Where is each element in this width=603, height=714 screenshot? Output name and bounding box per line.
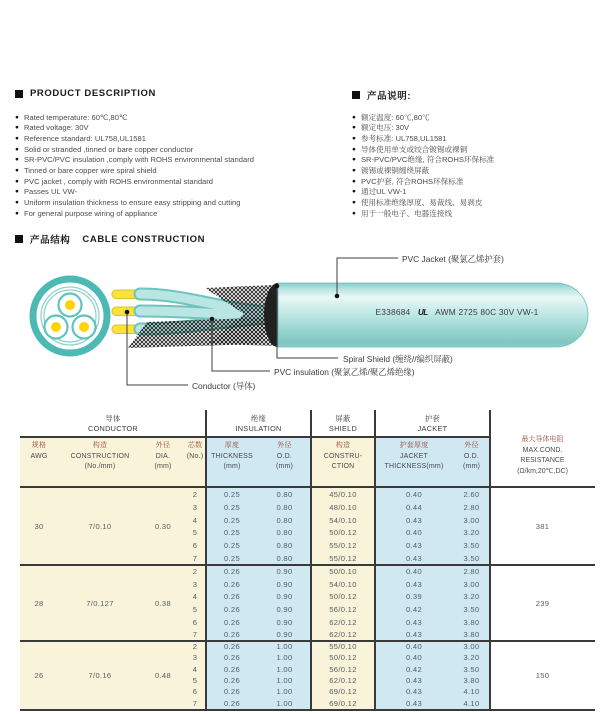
cell-ins_thickness: 0.26 — [224, 642, 240, 652]
awg-cell: 26 — [20, 641, 58, 709]
cell-shield_construction: 54/0.10 — [329, 579, 357, 589]
cell-ins_thickness: 0.26 — [224, 617, 240, 627]
col-th-unit: (mm) — [223, 463, 241, 470]
cable-construction-title-en: CABLE CONSTRUCTION — [82, 233, 206, 245]
list-item-text: 通过UL VW-1 — [360, 187, 407, 197]
cell-ins_thickness: 0.26 — [224, 687, 240, 697]
list-item — [352, 144, 494, 155]
cell-cores: 7 — [192, 698, 198, 708]
cell-ins_thickness: 0.26 — [224, 676, 240, 686]
cell-jacket_thickness: 0.43 — [406, 698, 422, 708]
list-item — [352, 123, 494, 134]
cell-jacket_od: 3.20 — [463, 653, 480, 663]
insulation-group-header — [206, 410, 311, 437]
cell-jacket_thickness: 0.43 — [406, 687, 422, 697]
cell-cores: 5 — [192, 676, 198, 686]
product-description-title — [15, 88, 156, 99]
list-item — [15, 197, 254, 208]
cell-jacket_thickness: 0.43 — [406, 541, 422, 551]
cell-jacket_od: 2.60 — [463, 489, 480, 499]
col-header-awg — [20, 437, 58, 488]
bullet-icon: ● — [352, 188, 356, 196]
cell-ins_thickness: 0.26 — [224, 604, 240, 614]
cell-cores: 7 — [192, 554, 198, 564]
cell-cores: 7 — [192, 630, 198, 640]
cell-ins_od: 0.90 — [276, 604, 293, 614]
list-item-text: 用于一般电子、电器连接线 — [360, 208, 453, 218]
jacket-od-column — [453, 641, 490, 709]
table-group-awg28 — [20, 565, 595, 641]
col-jth-en: JACKET — [399, 452, 429, 460]
list-item-text: 使用标准绝缘厚度、易裁线、易剥皮 — [360, 197, 483, 207]
conductor-label: Conductor (导体) — [192, 381, 256, 391]
resistance-header-en1: MAX.COND. — [522, 446, 563, 454]
cell-ins_od: 0.80 — [276, 541, 293, 551]
col-cores-en: (No.) — [186, 452, 204, 460]
shield-label: Spiral Shield (缠绕//编织屏蔽) — [343, 354, 453, 364]
cell-shield_construction: 56/0.12 — [329, 664, 357, 674]
cores-column — [184, 565, 206, 641]
cell-jacket_thickness: 0.42 — [406, 604, 422, 614]
list-item — [15, 133, 254, 144]
construction-cell: 7/0.127 — [58, 565, 142, 641]
table-horizontal-rule — [20, 640, 595, 642]
bullet-icon: ● — [15, 209, 19, 217]
cell-jacket_od: 3.80 — [463, 617, 480, 627]
cell-jacket_thickness: 0.42 — [406, 664, 422, 674]
cell-shield_construction: 50/0.12 — [329, 528, 357, 538]
resistance-cell: 150 — [535, 670, 550, 680]
shield-construction-column — [311, 641, 375, 709]
cell-shield_construction: 55/0.10 — [329, 642, 357, 652]
cell-jacket_thickness: 0.40 — [406, 653, 422, 663]
cell-ins_thickness: 0.25 — [224, 502, 240, 512]
cell-jacket_thickness: 0.40 — [406, 566, 422, 576]
col-th-cn: 厚度 — [224, 442, 240, 449]
cell-cores: 6 — [192, 687, 198, 697]
construction-cell: 7/0.16 — [58, 641, 142, 709]
col-jth-cn: 护套厚度 — [399, 442, 429, 449]
list-item-text: Reference standard: UL758,UL1581 — [23, 134, 146, 144]
shield-header-en: SHIELD — [328, 423, 358, 433]
cell-jacket_od: 3.50 — [463, 664, 480, 674]
cell-jacket_thickness: 0.43 — [406, 630, 422, 640]
col-awg-cn: 规格 — [31, 442, 47, 449]
list-item — [352, 165, 494, 176]
product-description-cn-title-text: 产品说明: — [367, 91, 412, 102]
col-header-shield-construction — [311, 437, 375, 488]
list-item — [352, 133, 494, 144]
cell-jacket_thickness: 0.44 — [406, 502, 422, 512]
cell-ins_thickness: 0.25 — [224, 515, 240, 525]
col-jod-cn: 外径 — [464, 442, 479, 449]
col-cons-en: CONSTRUCTION — [70, 452, 130, 460]
col-awg-en: AWG — [30, 452, 48, 460]
col-jod-unit: (mm) — [462, 463, 481, 470]
jacket-thickness-column — [375, 565, 453, 641]
list-item — [352, 208, 494, 219]
col-shield-cn: 构造 — [335, 442, 351, 449]
cell-jacket_od: 3.80 — [463, 630, 480, 640]
cell-ins_od: 1.00 — [276, 687, 293, 697]
col-cons-unit: (No./mm) — [84, 463, 116, 470]
bullet-icon: ● — [352, 135, 356, 143]
wire-style-text: AWM 2725 80C 30V VW-1 — [435, 307, 539, 317]
ul-file-number: E338684 — [375, 307, 411, 317]
insulation-label: PVC insulation (聚氯乙烯/聚乙烯绝缘) — [274, 367, 415, 377]
insulation-header-en: INSULATION — [235, 423, 282, 433]
cell-jacket_od: 3.50 — [463, 541, 480, 551]
bullet-icon: ● — [352, 156, 356, 164]
list-item-text: Rated temperature: 60℃,80℃ — [23, 112, 128, 122]
ins-od-column — [258, 641, 311, 709]
cell-ins_od: 0.80 — [276, 554, 293, 564]
cell-ins_od: 0.90 — [276, 617, 293, 627]
col-th-en: THICKNESS — [211, 452, 253, 460]
list-item — [352, 155, 494, 166]
list-item-text: PVC jacket , comply with ROHS environmental standard — [23, 176, 214, 186]
cell-jacket_od: 3.20 — [463, 592, 480, 602]
cell-cores: 5 — [192, 528, 198, 538]
list-item-text: 额定电压: 30V — [360, 123, 410, 133]
cell-ins_thickness: 0.25 — [224, 541, 240, 551]
cell-ins_od: 1.00 — [276, 664, 293, 674]
col-shield-en2: CTION — [331, 463, 355, 470]
list-item — [352, 186, 494, 197]
bullet-icon: ● — [352, 177, 356, 185]
cell-cores: 3 — [192, 653, 198, 663]
table-horizontal-rule — [20, 564, 595, 566]
cell-jacket_od: 3.80 — [463, 676, 480, 686]
cable-construction-title — [15, 232, 205, 246]
cell-jacket_od: 3.50 — [463, 554, 480, 564]
col-shield-en1: CONSTRU- — [323, 452, 363, 460]
ul-logo-icon: UL — [417, 308, 428, 317]
table-header — [20, 410, 595, 488]
ins-od-column — [258, 488, 311, 565]
resistance-header-unit: (Ω/km,20℃,DC) — [517, 467, 568, 475]
bullet-icon: ● — [15, 188, 19, 196]
cell-shield_construction: 50/0.10 — [329, 566, 357, 576]
list-item — [352, 197, 494, 208]
cell-jacket_thickness: 0.43 — [406, 676, 422, 686]
table-vertical-rule — [205, 410, 207, 711]
list-item — [15, 186, 254, 197]
cell-ins_od: 0.90 — [276, 630, 293, 640]
list-item — [15, 155, 254, 166]
bullet-icon: ● — [352, 209, 356, 217]
jacket-od-column — [453, 565, 490, 641]
dia-cell: 0.48 — [142, 641, 184, 709]
cell-ins_thickness: 0.26 — [224, 630, 240, 640]
table-vertical-rule — [310, 410, 312, 711]
cell-jacket_od: 3.50 — [463, 604, 480, 614]
cell-jacket_od: 3.00 — [463, 579, 480, 589]
col-dia-unit: (mm) — [154, 463, 172, 470]
list-item-text: PVC护套, 符合ROHS环保标准 — [360, 176, 464, 186]
cell-shield_construction: 69/0.12 — [329, 698, 357, 708]
cell-cores: 3 — [192, 579, 198, 589]
cell-ins_thickness: 0.26 — [224, 698, 240, 708]
list-item — [15, 208, 254, 219]
cell-ins_od: 0.80 — [276, 528, 293, 538]
cell-shield_construction: 50/0.12 — [329, 592, 357, 602]
col-insod-unit: (mm) — [275, 463, 294, 470]
col-jod-en: O.D. — [463, 452, 480, 460]
col-insod-en: O.D. — [276, 452, 293, 460]
bullet-icon: ● — [352, 198, 356, 206]
ins-thickness-column — [206, 565, 258, 641]
jacket-header-cn: 护套 — [424, 414, 441, 423]
bullet-icon: ● — [15, 167, 19, 175]
cell-shield_construction: 55/0.12 — [329, 541, 357, 551]
shield-group-header — [311, 410, 375, 437]
bullet-icon: ● — [15, 124, 19, 132]
cell-ins_thickness: 0.26 — [224, 592, 240, 602]
cell-cores: 5 — [192, 604, 198, 614]
cell-cores: 2 — [192, 566, 198, 576]
col-jth-unit: THICKNESS(mm) — [384, 463, 444, 470]
col-dia-cn: 外径 — [155, 442, 171, 449]
cell-jacket_thickness: 0.43 — [406, 617, 422, 627]
cell-ins_thickness: 0.25 — [224, 489, 240, 499]
list-item-text: Tinned or bare copper wire spiral shield — [23, 166, 157, 176]
cell-shield_construction: 55/0.12 — [329, 554, 357, 564]
cell-ins_od: 0.90 — [276, 579, 293, 589]
list-item — [15, 112, 254, 123]
jacket-print-text — [348, 307, 566, 317]
cell-jacket_thickness: 0.43 — [406, 579, 422, 589]
cell-ins_od: 0.90 — [276, 592, 293, 602]
cell-cores: 3 — [192, 502, 198, 512]
bullet-icon: ● — [15, 198, 19, 206]
cell-jacket_thickness: 0.43 — [406, 515, 422, 525]
cell-ins_thickness: 0.26 — [224, 653, 240, 663]
resistance-cell: 381 — [535, 522, 550, 531]
cell-jacket_od: 3.00 — [463, 515, 480, 525]
cell-shield_construction: 62/0.12 — [329, 676, 357, 686]
cell-shield_construction: 50/0.12 — [329, 653, 357, 663]
dia-cell: 0.38 — [142, 565, 184, 641]
cell-shield_construction: 62/0.12 — [329, 617, 357, 627]
cell-ins_od: 1.00 — [276, 653, 293, 663]
col-header-construction — [58, 437, 142, 488]
cell-ins_od: 0.80 — [276, 489, 293, 499]
col-header-cores — [184, 437, 206, 488]
cell-jacket_od: 2.80 — [463, 566, 480, 576]
cell-ins_od: 0.80 — [276, 502, 293, 512]
bullet-icon: ● — [15, 113, 19, 121]
construction-cell: 7/0.10 — [58, 488, 142, 565]
col-header-dia — [142, 437, 184, 488]
dia-cell: 0.30 — [142, 488, 184, 565]
cell-ins_od: 0.80 — [276, 515, 293, 525]
cell-jacket_thickness: 0.39 — [406, 592, 422, 602]
col-dia-en: DIA. — [155, 452, 171, 460]
table-group-awg30 — [20, 488, 595, 565]
list-item-text: For general purpose wiring of appliance — [23, 208, 158, 218]
bullet-icon: ● — [352, 124, 356, 132]
jacket-od-column — [453, 488, 490, 565]
bullet-icon: ● — [15, 177, 19, 185]
list-item — [15, 176, 254, 187]
list-item-text: Solid or stranded ,tinned or bare copper conductor — [23, 144, 194, 154]
conductor-group-header — [20, 410, 206, 437]
cell-ins_od: 1.00 — [276, 676, 293, 686]
cell-jacket_od: 3.00 — [463, 642, 480, 652]
ins-od-column — [258, 565, 311, 641]
cell-ins_thickness: 0.26 — [224, 566, 240, 576]
bullet-icon: ● — [352, 167, 356, 175]
product-description-title-text: PRODUCT DESCRIPTION — [30, 88, 156, 99]
list-item — [15, 123, 254, 134]
cable-cross-section-graphic — [33, 279, 107, 353]
cell-shield_construction: 48/0.10 — [329, 502, 357, 512]
cell-jacket_od: 4.10 — [463, 698, 480, 708]
table-horizontal-rule — [20, 486, 595, 488]
cores-column — [184, 641, 206, 709]
col-header-jacket-od — [453, 437, 490, 488]
cell-cores: 4 — [192, 515, 198, 525]
jacket-thickness-column — [375, 488, 453, 565]
cores-column — [184, 488, 206, 565]
cell-ins_thickness: 0.25 — [224, 554, 240, 564]
shield-construction-column — [311, 565, 375, 641]
jacket-header-en: JACKET — [417, 423, 448, 433]
jacket-thickness-column — [375, 641, 453, 709]
cell-jacket_thickness: 0.40 — [406, 642, 422, 652]
col-header-ins-od — [258, 437, 311, 488]
list-item-text: 镀锡或裸铜缠绕屏蔽 — [360, 166, 430, 176]
ins-thickness-column — [206, 488, 258, 565]
cell-ins_thickness: 0.25 — [224, 528, 240, 538]
cell-ins_od: 0.90 — [276, 566, 293, 576]
cell-cores: 4 — [192, 664, 198, 674]
black-square-bullet-icon — [15, 90, 23, 98]
list-item — [352, 112, 494, 123]
bullet-icon: ● — [352, 145, 356, 153]
cell-ins_thickness: 0.26 — [224, 664, 240, 674]
resistance-header-cn: 最大导体电阻 — [521, 436, 564, 443]
cell-cores: 6 — [192, 617, 198, 627]
table-horizontal-rule — [20, 436, 490, 438]
table-vertical-rule — [374, 410, 376, 711]
black-square-bullet-icon — [15, 235, 23, 243]
cell-cores: 2 — [192, 642, 198, 652]
shield-construction-column — [311, 488, 375, 565]
list-item-text: 导体使用单支或绞合镀锡或裸铜 — [360, 144, 468, 154]
cell-cores: 6 — [192, 541, 198, 551]
jacket-label: PVC Jacket (聚氯乙烯护套) — [402, 254, 504, 264]
cell-cores: 4 — [192, 592, 198, 602]
bullet-icon: ● — [15, 135, 19, 143]
resistance-header — [490, 410, 595, 488]
resistance-cell: 239 — [535, 598, 550, 608]
awg-cell: 30 — [20, 488, 58, 565]
list-item — [15, 165, 254, 176]
cell-jacket_od: 2.80 — [463, 502, 480, 512]
cell-ins_od: 1.00 — [276, 642, 293, 652]
list-item — [352, 176, 494, 187]
list-item-text: Passes UL VW- — [23, 187, 78, 197]
product-description-cn-title — [352, 88, 411, 102]
table-vertical-rule — [489, 410, 491, 711]
cell-ins_thickness: 0.26 — [224, 579, 240, 589]
col-cores-cn: 芯数 — [187, 442, 203, 449]
table-group-awg26 — [20, 641, 595, 709]
list-item-text: SR-PVC/PVC insulation ,comply with ROHS environmental standard — [23, 155, 254, 165]
bullet-icon: ● — [15, 156, 19, 164]
list-item-text: 参考标准: UL758,UL1581 — [360, 134, 447, 144]
bullet-icon: ● — [15, 145, 19, 153]
jacket-group-header — [375, 410, 490, 437]
list-item-text: Uniform insulation thickness to ensure easy stripping and cutting — [23, 197, 241, 207]
cell-shield_construction: 54/0.10 — [329, 515, 357, 525]
cable-construction-title-cn: 产品结构 — [30, 235, 71, 246]
resistance-header-en2: RESISTANCE — [520, 457, 565, 464]
product-description-cn-list — [352, 112, 494, 218]
cell-jacket_thickness: 0.40 — [406, 489, 422, 499]
product-description-list — [15, 112, 254, 218]
list-item-text: 额定温度: 60℃,80℃ — [360, 112, 430, 122]
col-cons-cn: 构造 — [92, 442, 108, 449]
cell-jacket_thickness: 0.40 — [406, 528, 422, 538]
col-header-jacket-thickness — [375, 437, 453, 488]
table-horizontal-rule — [20, 709, 595, 711]
shield-header-cn: 屏蔽 — [335, 414, 351, 423]
cell-jacket_od: 4.10 — [463, 687, 480, 697]
cable-diagram — [0, 248, 603, 408]
list-item-text: Rated voltage: 30V — [23, 123, 89, 133]
cell-jacket_thickness: 0.43 — [406, 554, 422, 564]
black-square-bullet-icon — [352, 91, 360, 99]
bullet-icon: ● — [352, 113, 356, 121]
cell-ins_od: 1.00 — [276, 698, 293, 708]
ins-thickness-column — [206, 641, 258, 709]
col-header-thickness — [206, 437, 258, 488]
cell-shield_construction: 45/0.10 — [329, 489, 357, 499]
col-insod-cn: 外径 — [277, 442, 292, 449]
list-item-text: SR-PVC/PVC绝缘, 符合ROHS环保标准 — [360, 155, 495, 165]
cell-cores: 2 — [192, 489, 198, 499]
cell-jacket_od: 3.20 — [463, 528, 480, 538]
conductor-header-en: CONDUCTOR — [88, 423, 138, 433]
insulation-header-cn: 绝缘 — [250, 414, 267, 423]
conductor-header-cn: 导体 — [105, 414, 121, 423]
specification-table — [20, 410, 595, 712]
cell-shield_construction: 56/0.12 — [329, 604, 357, 614]
list-item — [15, 144, 254, 155]
awg-cell: 28 — [20, 565, 58, 641]
cell-shield_construction: 62/0.12 — [329, 630, 357, 640]
cell-shield_construction: 69/0.12 — [329, 687, 357, 697]
